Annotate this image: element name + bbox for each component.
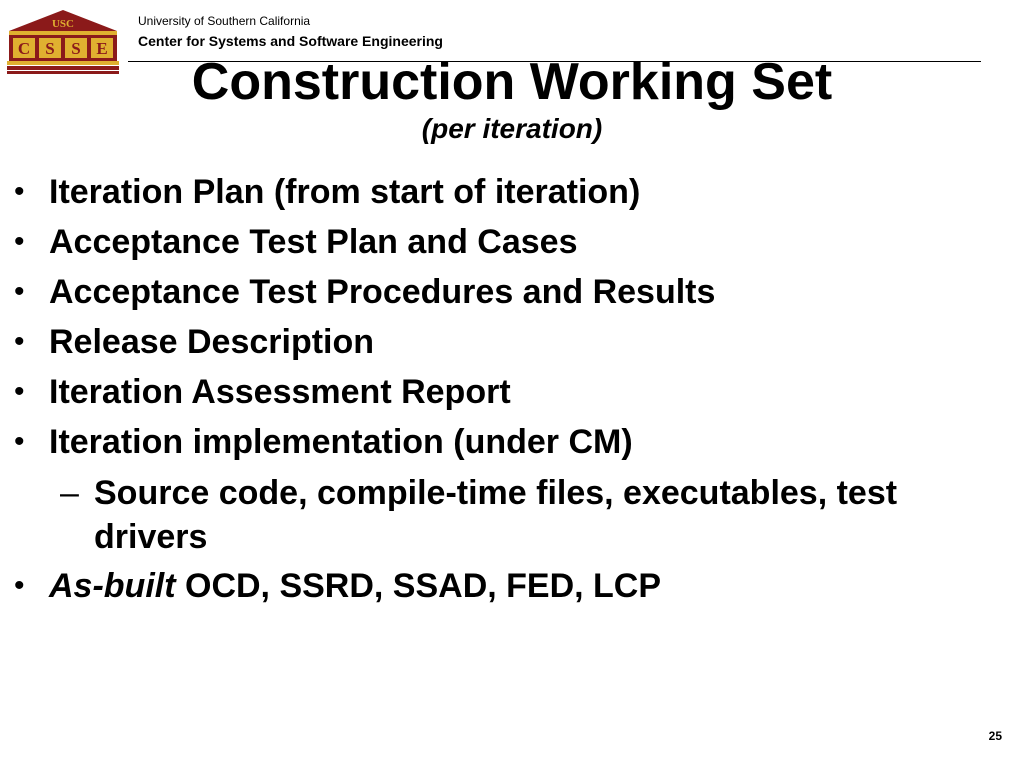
bullet-text: Acceptance Test Procedures and Results: [49, 273, 716, 311]
bullet-mark: •: [14, 375, 25, 408]
logo-letter-s1: S: [45, 39, 55, 58]
slide-subtitle: (per iteration): [421, 113, 603, 144]
slide-title: Construction Working Set: [191, 53, 833, 111]
center-name: Center for Systems and Software Engineering: [138, 33, 443, 49]
page-number: 25: [988, 729, 1002, 743]
organization-name: University of Southern California: [138, 14, 311, 28]
bullet-text: Iteration Plan (from start of iteration): [49, 173, 641, 211]
bullet-mark: •: [14, 569, 25, 602]
as-built-label: As-built: [49, 567, 176, 605]
bullet-mark: •: [14, 175, 25, 208]
bullet-text: Iteration implementation (under CM): [49, 423, 633, 461]
sub-bullet-mark: –: [60, 474, 79, 512]
logo-letter-s2: S: [71, 39, 81, 58]
bullet-text: Iteration Assessment Report: [49, 373, 511, 411]
bullet-text: Acceptance Test Plan and Cases: [49, 223, 578, 261]
bullet-text: Release Description: [49, 323, 375, 361]
bullet-mark: •: [14, 275, 25, 308]
bullet-text-last: [49, 564, 661, 608]
logo-usc-text: USC: [51, 18, 75, 30]
bullet-mark: •: [14, 425, 25, 458]
bullet-mark: •: [14, 325, 25, 358]
sub-bullet-text: Source code, compile-time files, executables, test drivers: [94, 474, 898, 556]
as-built-docs: OCD, SSRD, SSAD, FED, LCP: [175, 567, 662, 605]
logo-letter-c: C: [17, 39, 31, 58]
logo-letter-e: E: [96, 39, 108, 58]
bullet-mark: •: [14, 225, 25, 258]
